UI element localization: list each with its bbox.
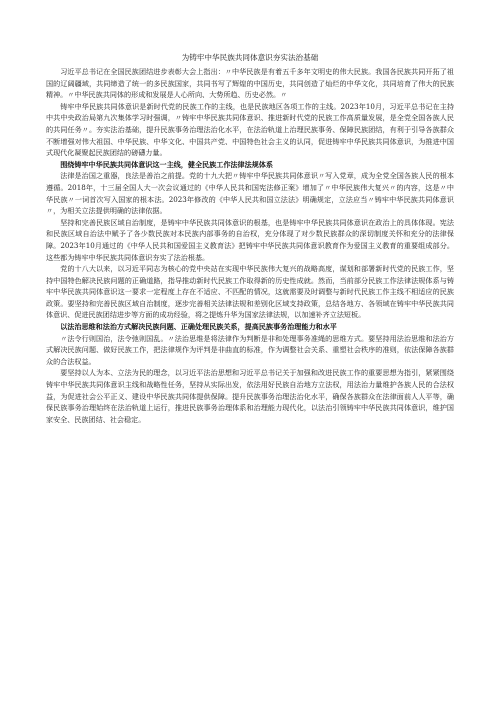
section-heading-2: 以法治思维和法治方式解决民族问题、正确处理民族关系，提高民族事务治理能力和水平: [60, 322, 337, 332]
paragraph-4: 坚持和完善民族区域自治制度，是铸牢中华民族共同体意识的根基，也是铸牢中华民族共同体意识在政治上的具体体现。宪法和民族区域自治法中赋予了各少数民族对本民族内部事务的自治权，充分体现了对少数民族群众的深切制度关怀和充分的法律保障。2023年10月通过的《中华人民共和国爱国主义教育法》把铸牢中华民族共同体意识教育作为爱国主义教育的重要组成部分。这些都为铸牢中华民族共同体意识夯实了法治根基。: [46, 217, 454, 262]
document-title: 为铸牢中华民族共同体意识夯实法治基础: [181, 53, 319, 62]
paragraph-1: 习近平总书记在全国民族团结进步表彰大会上指出：〃中华民族是有着五千多年文明史的伟大民族。我国各民族共同开拓了祖国的辽阔疆域，共同缔造了统一的多民族国家，共同书写了辉煌的中国历史，共同创造了灿烂的中华文化，共同培育了伟大的民族精神。〃中华民族共同体的形成和发展是人心所向、大势所趋、历史必然。〃: [46, 67, 454, 100]
paragraph-5: 党的十八大以来，以习近平同志为核心的党中央站在实现中华民族伟大复兴的战略高度，谋划和部署新时代党的民族工作，坚持中国特色解决民族问题的正确道路，指导推动新时代民族工作取得新的历史性成就。然而，当前部分民族工作法律法规体系与铸牢中华民族共同体意识这一要求一定程度上存在不适应、不匹配的情况，这就需要及时调整与新时代民族工作主线不相适应的民族政策。要坚持和完善民族区域自治制度，逐步完善相关法律法规和差别化区域支持政策，总结各地方、各领域在铸牢中华民族共同体意识、促进民族团结进步等方面的成功经验，将之提炼升华为国家法律法规，以加速补齐立法短板。: [46, 264, 454, 320]
paragraph-3: 法律是治国之重器，良法是善治之前提。党的十九大把〃铸牢中华民族共同体意识〃写入党章，成为全党全国各族人民的根本遵循。2018年，十三届全国人大一次会议通过的《中华人民共和国宪法修正案》增加了〃中华民族伟大复兴〃的内容，这是〃中华民族〃一词首次写入国家的根本法。2023年修改的《中华人民共和国立法法》明确规定，立法应当〃铸牢中华民族共同体意识〃，为相关立法提供明确的法律依据。: [46, 171, 454, 216]
paragraph-2: 铸牢中华民族共同体意识是新时代党的民族工作的主线，也是民族地区各项工作的主线。2023年10月，习近平总书记在主持中共中央政治局第九次集体学习时强调，〃铸牢中华民族共同体意识、推进新时代党的民族工作高质量发展，是全党全国各族人民的共同任务〃。夯实法治基础，提升民族事务治理法治化水平，在法治轨道上治理民族事务、保障民族团结，有利于引导各族群众不断增强对伟大祖国、中华民族、中华文化、中国共产党、中国特色社会主义的认同，促进铸牢中华民族共同体意识，为推进中国式现代化凝聚起民族团结的磅礴力量。: [46, 101, 454, 158]
paragraph-7: 要坚持以人为本、立法为民的理念，以习近平法治思想和习近平总书记关于加强和改进民族工作的重要思想为指引，紧紧围绕铸牢中华民族共同体意识主线和战略性任务，坚持从实际出发，依法用好民族自治地方立法权，用法治力量维护各族人民的合法权益，为促进社会公平正义、建设中华民族共同体提供保障。提升民族事务治理法治化水平，确保各族群众在法律面前人人平等，确保民族事务治理始终在法治轨道上运行，推进民族事务治理体系和治理能力现代化，以法治引领铸牢中华民族共同体意识，维护国家安全、民族团结、社会稳定。: [46, 368, 454, 424]
section-heading-1: 围绕铸牢中华民族共同体意识这一主线，健全民族工作法律法规体系: [60, 159, 273, 169]
paragraph-6: 〃法令行则国治，法令弛则国乱。〃法治思维是将法律作为判断是非和处理事务准绳的思维方式。要坚持用法治思维和法治方式解决民族问题、做好民族工作，把法律规作为评判是非曲直的标准，作为调整社会关系、重塑社会秩序的准则，依法保障各族群众的合法权益。: [46, 333, 454, 366]
